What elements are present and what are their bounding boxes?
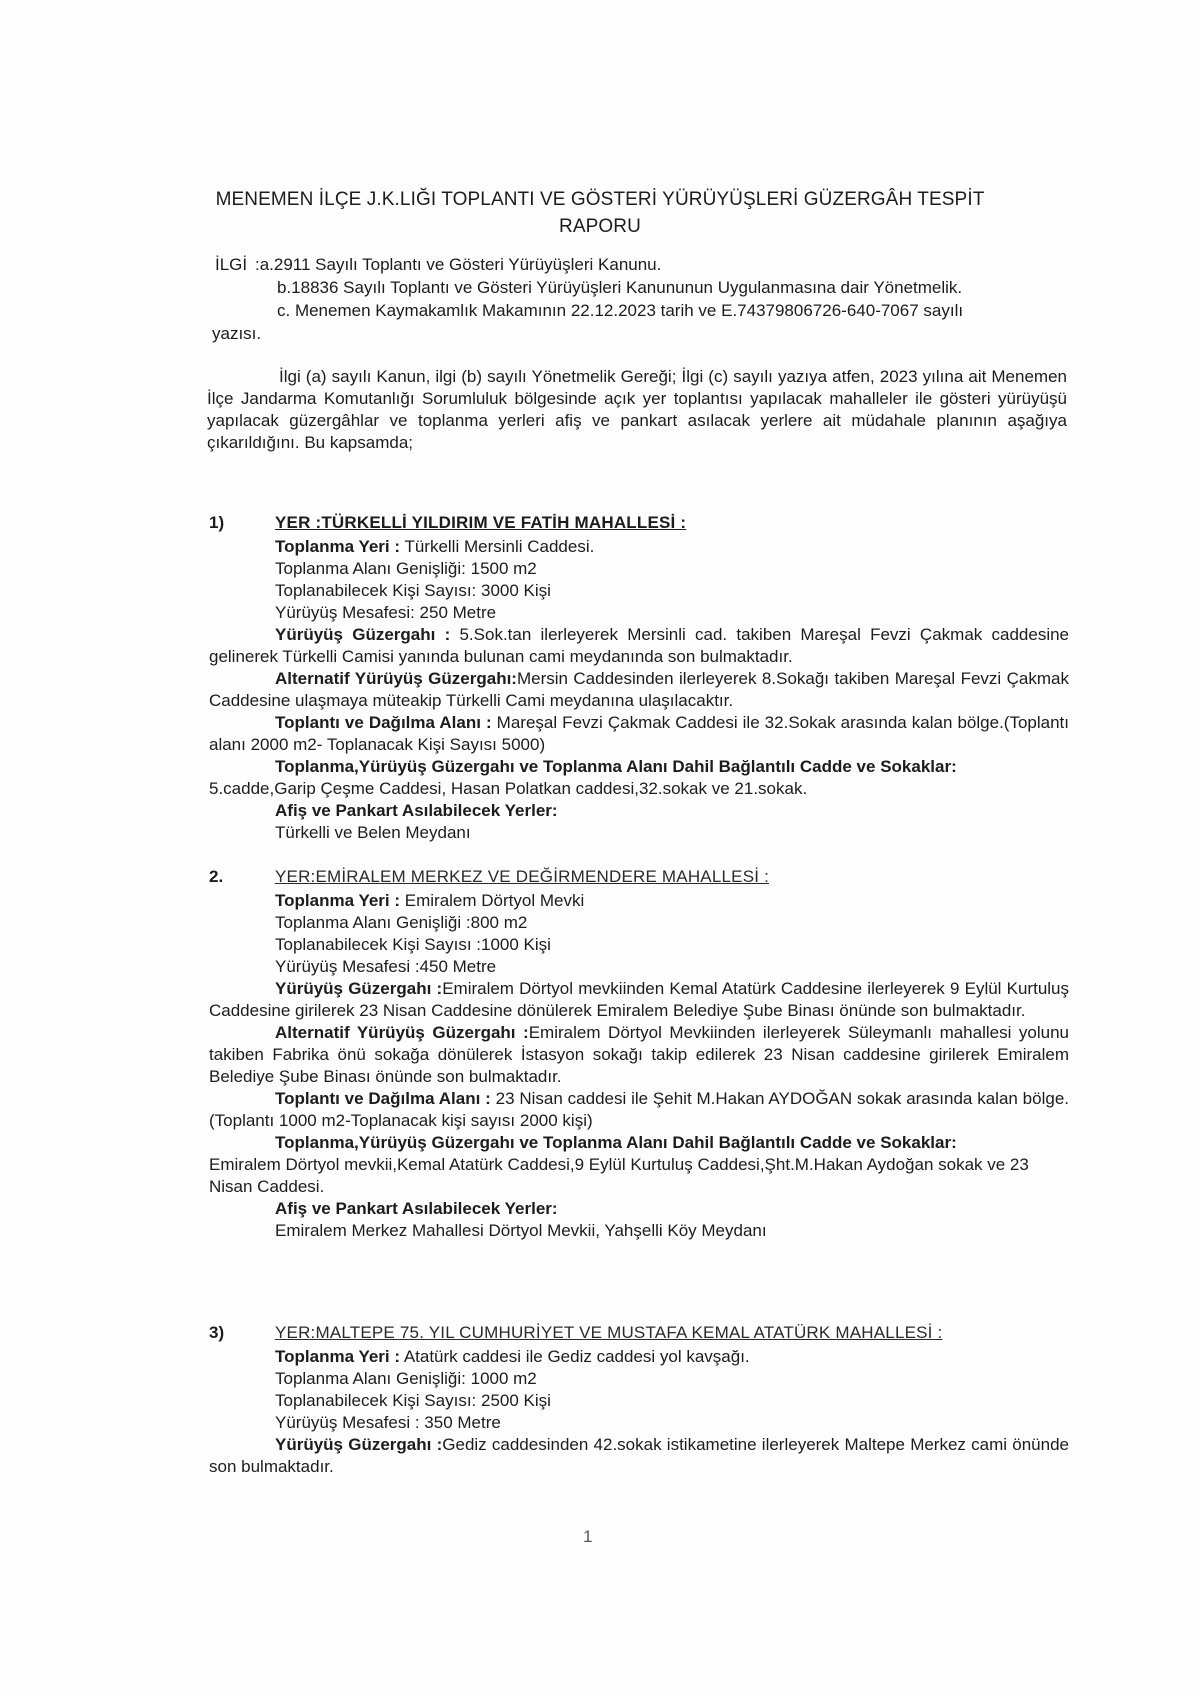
toplanma-yeri-value: Türkelli Mersinli Caddesi. — [400, 537, 595, 556]
kisi-sayisi: Toplanabilecek Kişi Sayısı :1000 Kişi — [275, 935, 551, 954]
toplanma-yeri-label: Toplanma Yeri : — [275, 891, 401, 910]
page-number: 1 — [583, 1527, 593, 1546]
ilgi-c-continuation: yazısı. — [212, 324, 262, 343]
toplanma-yeri-label: Toplanma Yeri : — [275, 537, 401, 556]
dagilma-text: Mareşal Fevzi Çakmak Caddesi ile 32.Sokak arasında kalan bölge.(Toplantı alanı 2000 m2- Toplanacak Kişi Sayısı 5000) — [209, 713, 1069, 754]
toplanma-alani: Toplanma Alanı Genişliği: 1000 m2 — [275, 1369, 537, 1388]
alternatif-text: Mersin Caddesinden ilerleyerek 8.Sokağı takiben Mareşal Fevzi Çakmak Caddesine ulaşmaya müteakip Türkelli Cami meydanına ulaşılacaktır. — [209, 669, 1069, 710]
ilgi-label: İLGİ — [215, 255, 248, 274]
section-number: 1) — [209, 513, 225, 532]
alternatif-label: Alternatif Yürüyüş Güzergahı : — [275, 1023, 529, 1042]
title-line-1: MENEMEN İLÇE J.K.LIĞI TOPLANTI VE GÖSTERİ YÜRÜYÜŞLERİ GÜZERGÂH TESPİT — [215, 189, 985, 210]
guzergah-text: Emiralem Dörtyol mevkiinden Kemal Atatürk Caddesine ilerleyerek 9 Eylül Kurtuluş Caddesine girilerek 23 Nisan Caddesine dönülerek Emiralem Belediye Şube Binası önünde son bulmaktadır. — [209, 979, 1070, 1020]
document-title — [150, 186, 1050, 240]
ilgi-b: b.18836 Sayılı Toplantı ve Gösteri Yürüyüşleri Kanununun Uygulanmasına dair Yönetmelik. — [277, 278, 963, 297]
baglanti-label: Toplanma,Yürüyüş Güzergahı ve Toplanma Alanı Dahil Bağlantılı Cadde ve Sokaklar: — [275, 1133, 957, 1152]
dagilma-text: 23 Nisan caddesi ile Şehit M.Hakan AYDOĞAN sokak arasında kalan bölge.(Toplantı 1000 m2-Toplanacak kişi sayısı 2000 kişi) — [209, 1089, 1069, 1130]
yuruyus-mesafesi: Yürüyüş Mesafesi :450 Metre — [275, 957, 497, 976]
kisi-sayisi: Toplanabilecek Kişi Sayısı: 2500 Kişi — [275, 1391, 551, 1410]
section-2 — [209, 866, 1069, 1242]
guzergah-label: Yürüyüş Güzergahı : — [275, 1435, 443, 1454]
section-3 — [209, 1322, 1069, 1478]
yuruyus-mesafesi: Yürüyüş Mesafesi : 350 Metre — [275, 1413, 501, 1432]
alternatif-label: Alternatif Yürüyüş Güzergahı: — [275, 669, 517, 688]
section-title: YER:MALTEPE 75. YIL CUMHURİYET VE MUSTAFA KEMAL ATATÜRK MAHALLESİ : — [275, 1323, 943, 1342]
toplanma-alani: Toplanma Alanı Genişliği :800 m2 — [275, 913, 528, 932]
baglanti-text: 5.cadde,Garip Çeşme Caddesi, Hasan Polatkan caddesi,32.sokak ve 21.sokak. — [209, 779, 808, 798]
toplanma-yeri-label: Toplanma Yeri : — [275, 1347, 401, 1366]
baglanti-text: Emiralem Dörtyol mevkii,Kemal Atatürk Caddesi,9 Eylül Kurtuluş Caddesi,Şht.M.Hakan Aydoğan sokak ve 23 Nisan Caddesi. — [209, 1155, 1029, 1196]
ilgi-a: :a.2911 Sayılı Toplantı ve Gösteri Yürüyüşleri Kanunu. — [255, 255, 662, 274]
kisi-sayisi: Toplanabilecek Kişi Sayısı: 3000 Kişi — [275, 581, 551, 600]
guzergah-text: Gediz caddesinden 42.sokak istikametine ilerleyerek Maltepe Merkez cami önünde son bulmaktadır. — [209, 1435, 1069, 1476]
dagilma-label: Toplantı ve Dağılma Alanı : — [275, 1089, 491, 1108]
alternatif-text: Emiralem Dörtyol Mevkiinden ilerleyerek Süleymanlı mahallesi yolunu takiben Fabrika önü sokağa dönülerek İstasyon sokağı takip edilerek 23 Nisan caddesine girilerek Emiralem Belediye Şube Binası önünde son bulmaktadır. — [209, 1023, 1070, 1086]
afis-text: Türkelli ve Belen Meydanı — [275, 823, 471, 842]
toplanma-yeri-value: Emiralem Dörtyol Mevki — [400, 891, 585, 910]
title-line-2: RAPORU — [559, 216, 641, 237]
guzergah-label: Yürüyüş Güzergahı : — [275, 625, 451, 644]
toplanma-yeri-value: Atatürk caddesi ile Gediz caddesi yol kavşağı. — [400, 1347, 750, 1366]
toplanma-alani: Toplanma Alanı Genişliği: 1500 m2 — [275, 559, 537, 578]
afis-text: Emiralem Merkez Mahallesi Dörtyol Mevkii, Yahşelli Köy Meydanı — [275, 1221, 767, 1240]
section-number: 3) — [209, 1323, 225, 1342]
intro-paragraph: İlgi (a) sayılı Kanun, ilgi (b) sayılı Yönetmelik Gereği; İlgi (c) sayılı yazıya atfen, 2023 yılına ait Menemen İlçe Jandarma Komutanlığı Sorumluluk bölgesinde açık yer toplantısı yapılacak mahalleler ile gösteri yürüyüşü yapılacak güzergâhlar ve toplanma yerleri afiş ve pankart asılacak yerlere ait müdahale planının aşağıya çıkarıldığını. Bu kapsamda; — [207, 367, 1067, 452]
afis-label: Afiş ve Pankart Asılabilecek Yerler: — [275, 1199, 558, 1218]
baglanti-label: Toplanma,Yürüyüş Güzergahı ve Toplanma Alanı Dahil Bağlantılı Cadde ve Sokaklar: — [275, 757, 957, 776]
section-1 — [209, 512, 1069, 844]
section-title: YER :TÜRKELLİ YILDIRIM VE FATİH MAHALLESİ : — [275, 513, 687, 532]
ilgi-block — [212, 253, 1075, 345]
section-title: YER:EMİRALEM MERKEZ VE DEĞİRMENDERE MAHALLESİ : — [275, 867, 769, 886]
ilgi-c: c. Menemen Kaymakamlık Makamının 22.12.2023 tarih ve E.74379806726-640-7067 sayılı — [277, 301, 964, 320]
guzergah-label: Yürüyüş Güzergahı : — [275, 979, 443, 998]
section-number: 2. — [209, 867, 224, 886]
guzergah-text: 5.Sok.tan ilerleyerek Mersinli cad. takiben Mareşal Fevzi Çakmak caddesine gelinerek Türkelli Camisi yanında bulunan cami meydanında son bulmaktadır. — [209, 625, 1069, 666]
afis-label: Afiş ve Pankart Asılabilecek Yerler: — [275, 801, 558, 820]
yuruyus-mesafesi: Yürüyüş Mesafesi: 250 Metre — [275, 603, 497, 622]
dagilma-label: Toplantı ve Dağılma Alanı : — [275, 713, 492, 732]
